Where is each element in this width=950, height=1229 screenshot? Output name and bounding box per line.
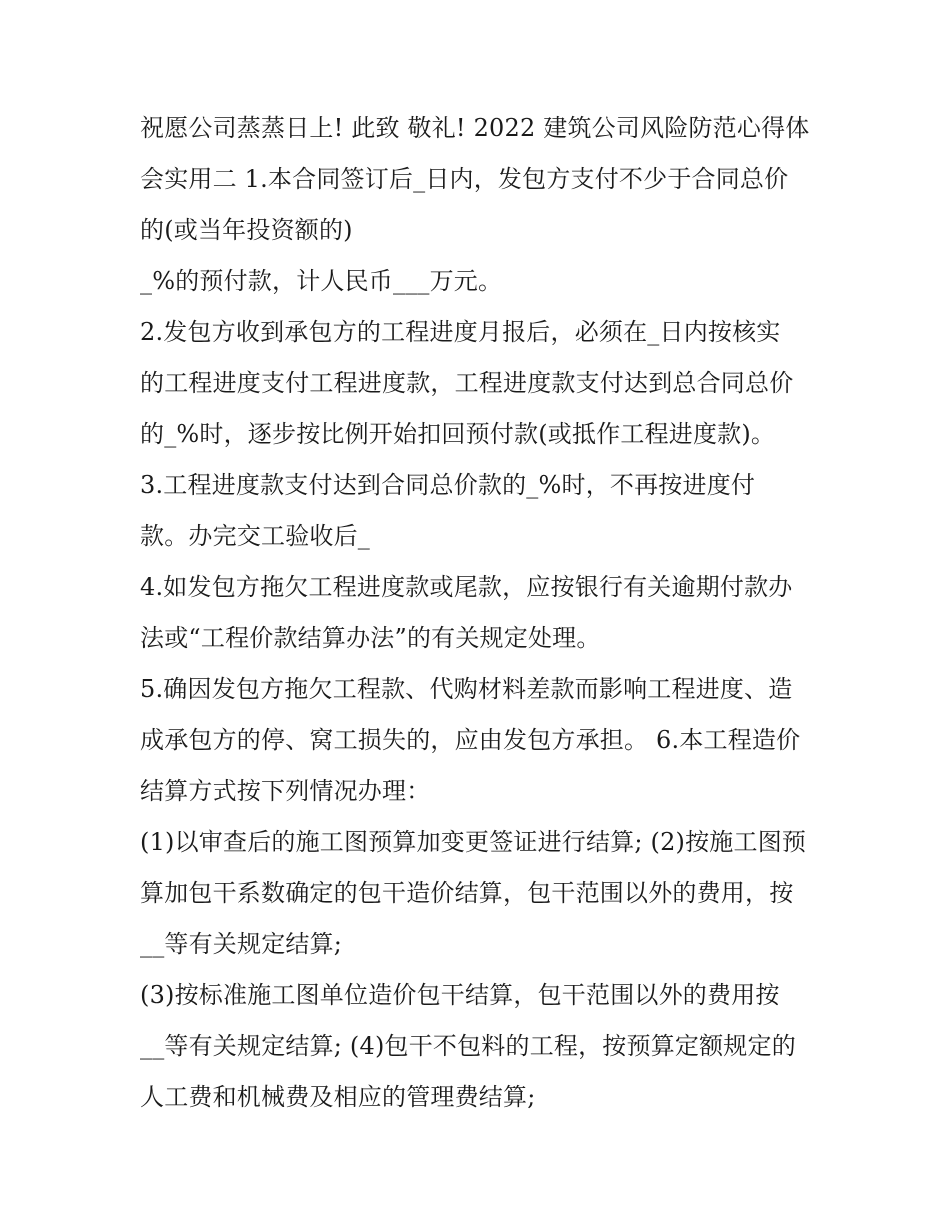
document-body [140, 103, 830, 1123]
text-line: 的(或当年投资额的) [140, 216, 353, 244]
text-line: 结算方式按下列情况办理： [140, 777, 431, 805]
text-line: __等有关规定结算; [140, 930, 343, 958]
text-line: 2.发包方收到承包方的工程进度月报后，必须在_日内按核实 [140, 318, 781, 346]
text-line: __等有关规定结算; (4)包干不包料的工程，按预算定额规定的 [140, 1032, 796, 1060]
text-line: 5.确因发包方拖欠工程款、代购材料差款而影响工程进度、造 [140, 675, 793, 703]
text-line: 款。办完交工验收后_ [140, 522, 370, 550]
text-line: 祝愿公司蒸蒸日上! 此致 敬礼! 2022 建筑公司风险防范心得体 [140, 114, 810, 142]
text-line: (1)以审查后的施工图预算加变更签证进行结算; (2)按施工图预 [140, 828, 807, 856]
text-line: 成承包方的停、窝工损失的，应由发包方承担。 6.本工程造价 [140, 726, 801, 754]
text-line: _%的预付款，计人民币___万元。 [140, 267, 503, 295]
text-line: (3)按标准施工图单位造价包干结算，包干范围以外的费用按 [140, 981, 780, 1009]
text-line: 4.如发包方拖欠工程进度款或尾款，应按银行有关逾期付款办 [140, 573, 793, 601]
text-line: 法或“工程价款结算办法”的有关规定处理。 [140, 624, 601, 652]
text-line: 人工费和机械费及相应的管理费结算; [140, 1083, 536, 1111]
text-line: 算加包干系数确定的包干造价结算，包干范围以外的费用，按 [140, 879, 794, 907]
text-line: 会实用二 1.本合同签订后_日内，发包方支付不少于合同总价 [140, 165, 789, 193]
text-line: 3.工程进度款支付达到合同总价款的_%时，不再按进度付 [140, 471, 756, 499]
text-line: 的_%时，逐步按比例开始扣回预付款(或抵作工程进度款)。 [140, 420, 776, 448]
text-line: 的工程进度支付工程进度款，工程进度款支付达到总合同总价 [140, 369, 794, 397]
